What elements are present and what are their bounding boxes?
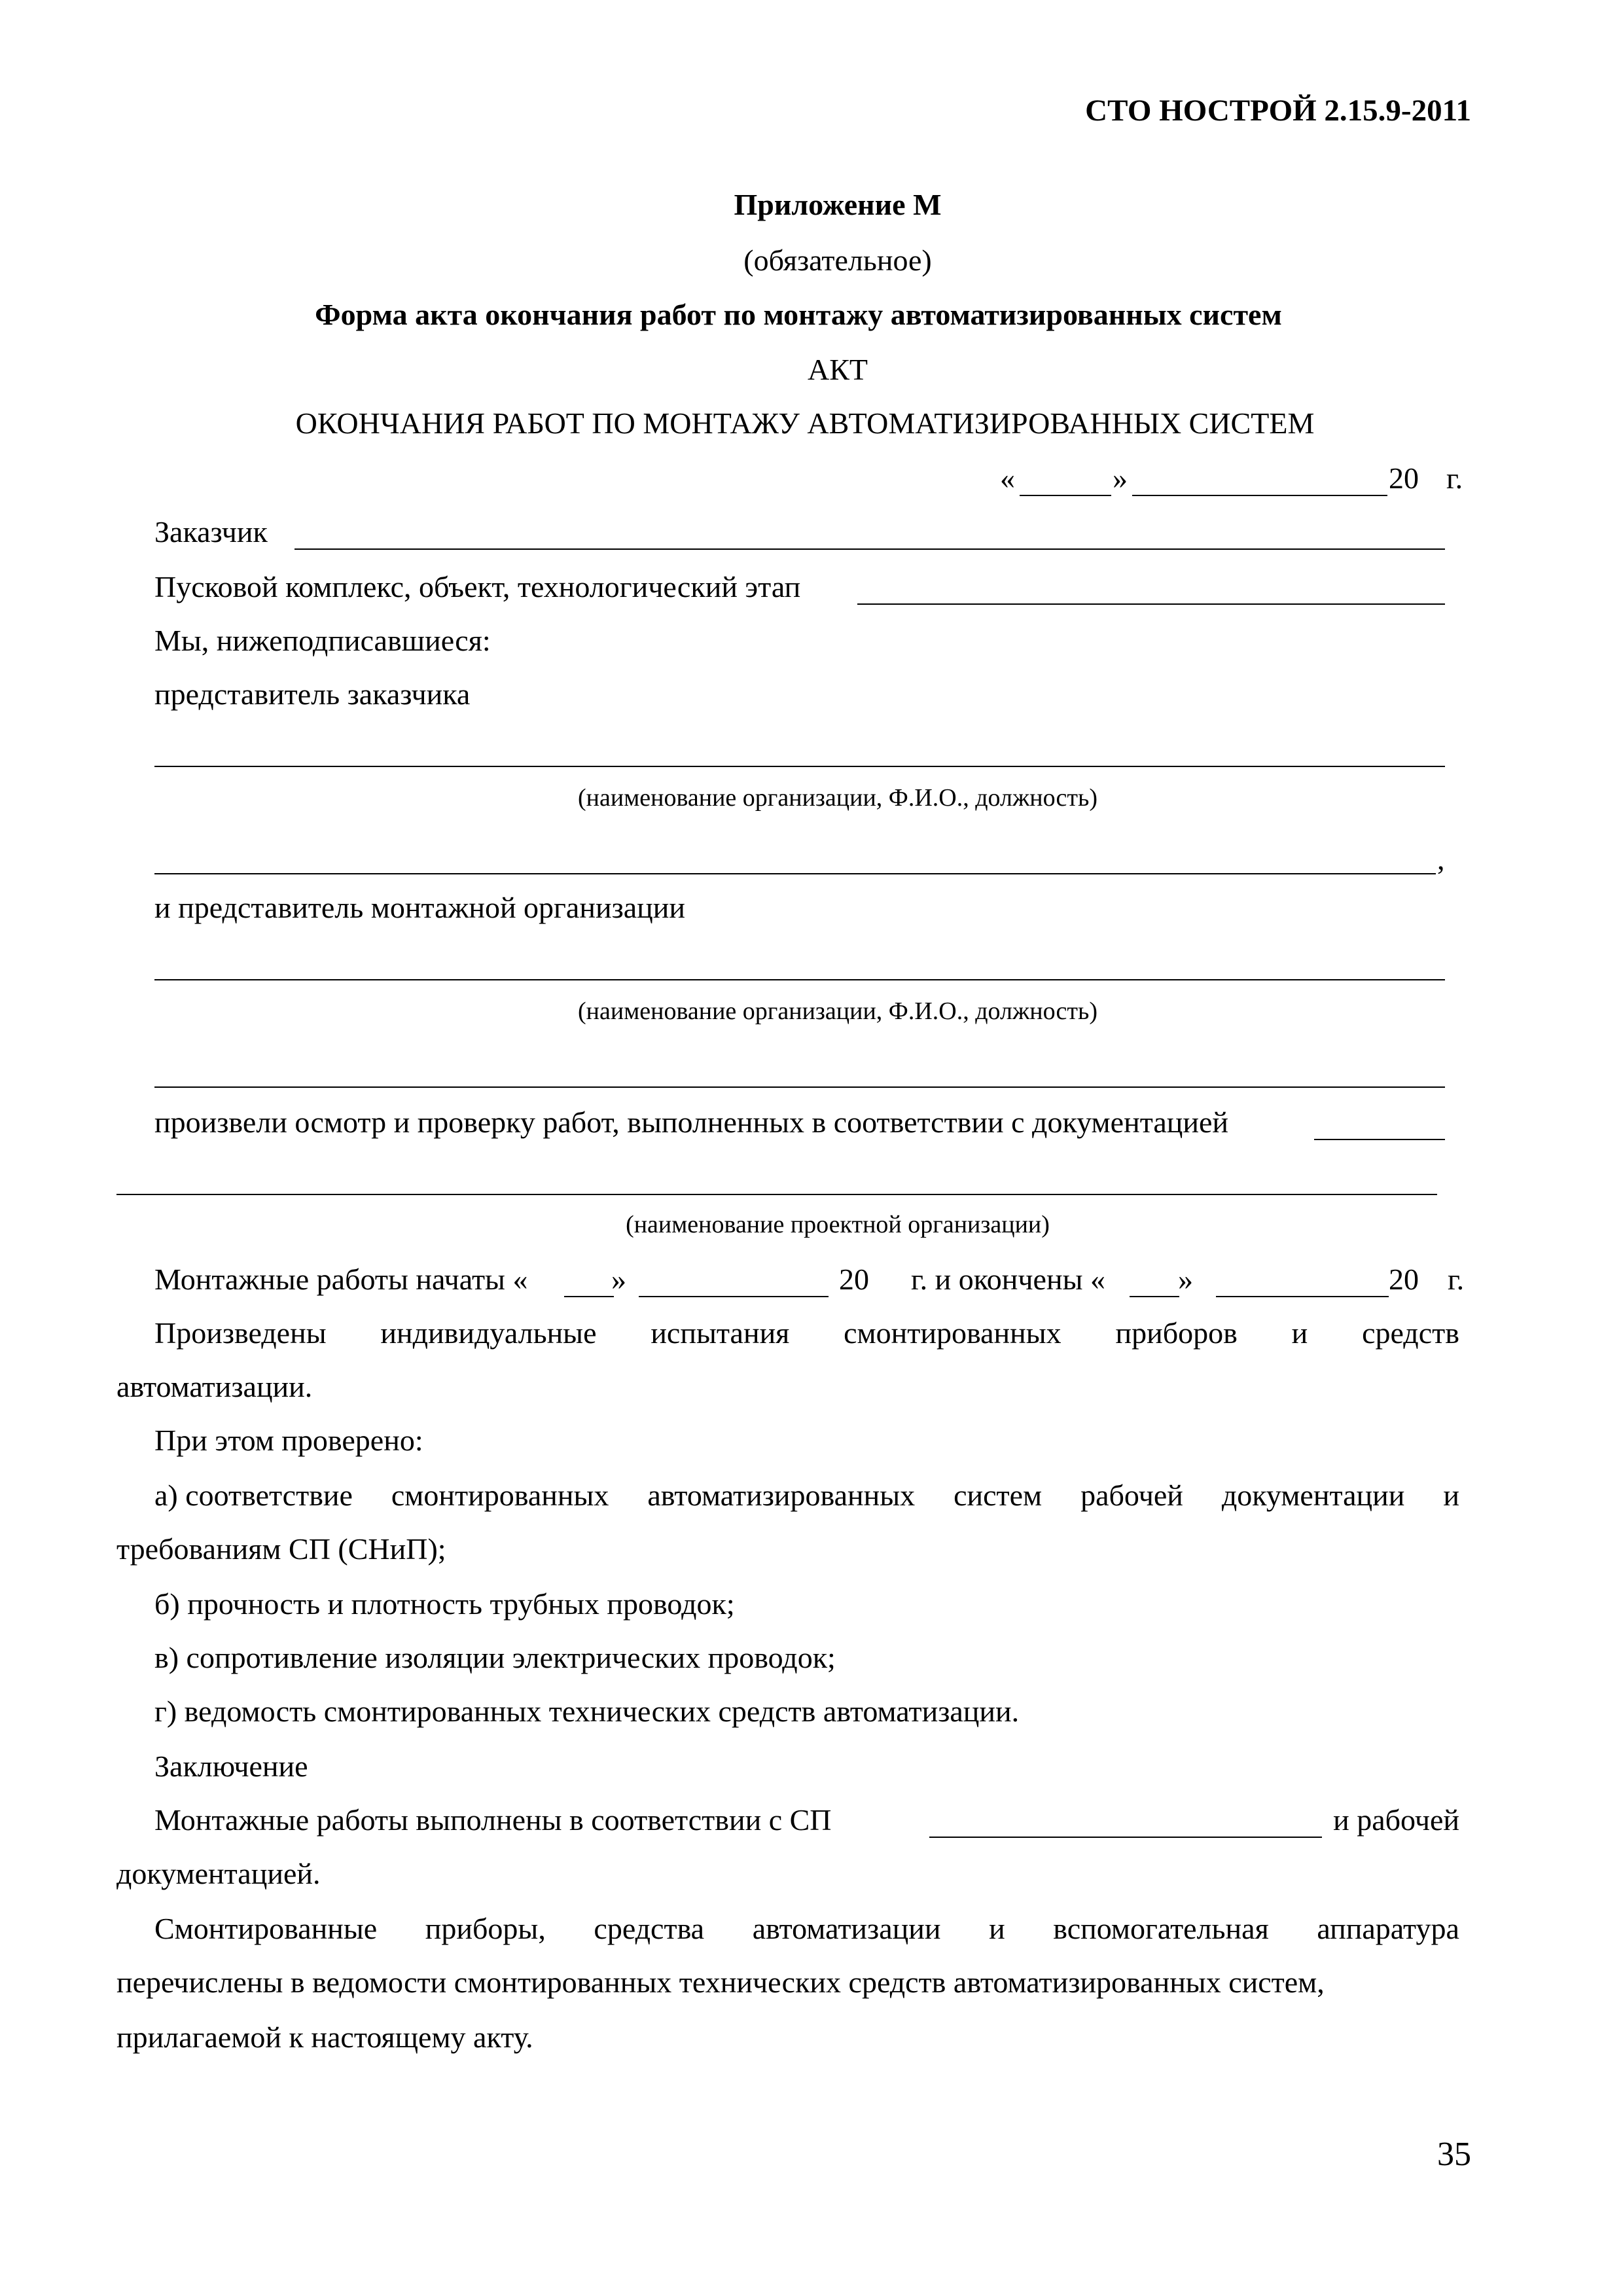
installer-rep-line-2 xyxy=(154,1086,1445,1088)
act-subtitle: ОКОНЧАНИЯ РАБОТ ПО МОНТАЖУ АВТОМАТИЗИРОВАННЫХ СИСТЕМ xyxy=(295,406,1315,440)
customer-rep-line-2 xyxy=(154,873,1436,874)
works-started-label: Монтажные работы начаты « xyxy=(154,1263,528,1296)
end-close-quote: » xyxy=(1178,1263,1193,1296)
appendix-title: Приложение М xyxy=(734,188,942,221)
word: Произведены xyxy=(154,1316,327,1350)
item-c: в) сопротивление изоляции электрических проводок; xyxy=(154,1641,836,1674)
customer-label: Заказчик xyxy=(154,515,268,548)
appendix-status: (обязательное) xyxy=(743,243,932,277)
date-month-line xyxy=(1132,495,1387,496)
word: а) соответствие xyxy=(154,1479,353,1512)
installer-rep-label: и представитель монтажной организации xyxy=(154,891,686,924)
undersigned-text: Мы, нижеподписавшиеся: xyxy=(154,624,491,657)
word: автоматизации xyxy=(752,1912,941,1945)
word: и xyxy=(1291,1316,1308,1350)
sp-field-line xyxy=(929,1837,1322,1838)
date-open-quote: « xyxy=(1000,461,1015,495)
final-paragraph-line-2: перечислены в ведомости смонтированных технических средств автоматизированных систем, xyxy=(116,1965,1325,1999)
start-month-line xyxy=(639,1296,829,1297)
customer-field-line xyxy=(294,548,1445,550)
word: систем xyxy=(954,1479,1043,1512)
date-close-quote: » xyxy=(1113,461,1128,495)
word: средства xyxy=(594,1912,705,1945)
word: и xyxy=(989,1912,1005,1945)
customer-rep-line-1 xyxy=(154,766,1445,767)
final-paragraph-line-3: прилагаемой к настоящему акту. xyxy=(116,2020,533,2054)
works-done-text: Монтажные работы выполнены в соответствии с СП xyxy=(154,1803,832,1837)
date-year-suffix: г. xyxy=(1446,461,1463,495)
start-year: 20 xyxy=(839,1263,869,1296)
installer-rep-caption: (наименование организации, Ф.И.О., должность) xyxy=(578,997,1097,1025)
works-done-end: и рабочей xyxy=(1333,1803,1459,1837)
installer-rep-line-1 xyxy=(154,979,1445,980)
word: рабочей xyxy=(1080,1479,1183,1512)
inspection-text: произвели осмотр и проверку работ, выполненных в соответствии с документацией xyxy=(154,1105,1229,1139)
works-done-cont: документацией. xyxy=(116,1857,321,1890)
word: смонтированных xyxy=(391,1479,609,1512)
word: документации xyxy=(1221,1479,1405,1512)
item-a-line-1 xyxy=(154,1480,1459,1511)
act-title: АКТ xyxy=(808,353,868,386)
works-ended-label: г. и окончены « xyxy=(911,1263,1106,1296)
inspection-line-2 xyxy=(116,1194,1437,1195)
end-year: 20 xyxy=(1389,1263,1419,1296)
form-title: Форма акта окончания работ по монтажу автоматизированных систем xyxy=(315,298,1282,331)
word: приборы, xyxy=(425,1912,546,1945)
item-d: г) ведомость смонтированных технических средств автоматизации. xyxy=(154,1695,1020,1728)
word: Смонтированные xyxy=(154,1912,378,1945)
complex-label: Пусковой комплекс, объект, технологический этап xyxy=(154,570,801,603)
word: смонтированных xyxy=(844,1316,1061,1350)
tests-paragraph-line-1 xyxy=(154,1318,1459,1348)
date-year-prefix: 20 xyxy=(1389,461,1419,495)
item-b: б) прочность и плотность трубных проводок; xyxy=(154,1587,735,1621)
design-org-caption: (наименование проектной организации) xyxy=(626,1211,1050,1238)
word: испытания xyxy=(651,1316,790,1350)
date-day-line xyxy=(1020,495,1111,496)
word: автоматизированных xyxy=(647,1479,916,1512)
item-a-line-2: требованиям СП (СНиП); xyxy=(116,1532,446,1566)
conclusion-heading: Заключение xyxy=(154,1749,308,1783)
end-day-line xyxy=(1130,1296,1179,1297)
start-day-line xyxy=(564,1296,614,1297)
word: и xyxy=(1443,1479,1459,1512)
word: аппаратура xyxy=(1317,1912,1459,1945)
complex-field-line xyxy=(857,603,1445,605)
page-number: 35 xyxy=(1437,2136,1471,2173)
word: индивидуальные xyxy=(380,1316,597,1350)
word: средств xyxy=(1362,1316,1459,1350)
final-paragraph-line-1 xyxy=(154,1914,1459,1944)
word: приборов xyxy=(1115,1316,1238,1350)
end-year-suffix: г. xyxy=(1448,1263,1465,1296)
customer-rep-caption: (наименование организации, Ф.И.О., должность) xyxy=(578,784,1097,812)
document-code: СТО НОСТРОЙ 2.15.9-2011 xyxy=(1085,94,1471,128)
customer-rep-comma: , xyxy=(1437,842,1445,876)
customer-rep-label: представитель заказчика xyxy=(154,677,471,711)
inspection-line-1 xyxy=(1314,1139,1445,1140)
end-month-line xyxy=(1216,1296,1389,1297)
tests-paragraph-line-2: автоматизации. xyxy=(116,1370,313,1403)
start-close-quote: » xyxy=(611,1263,626,1296)
word: вспомогательная xyxy=(1053,1912,1269,1945)
checked-heading: При этом проверено: xyxy=(154,1424,423,1457)
